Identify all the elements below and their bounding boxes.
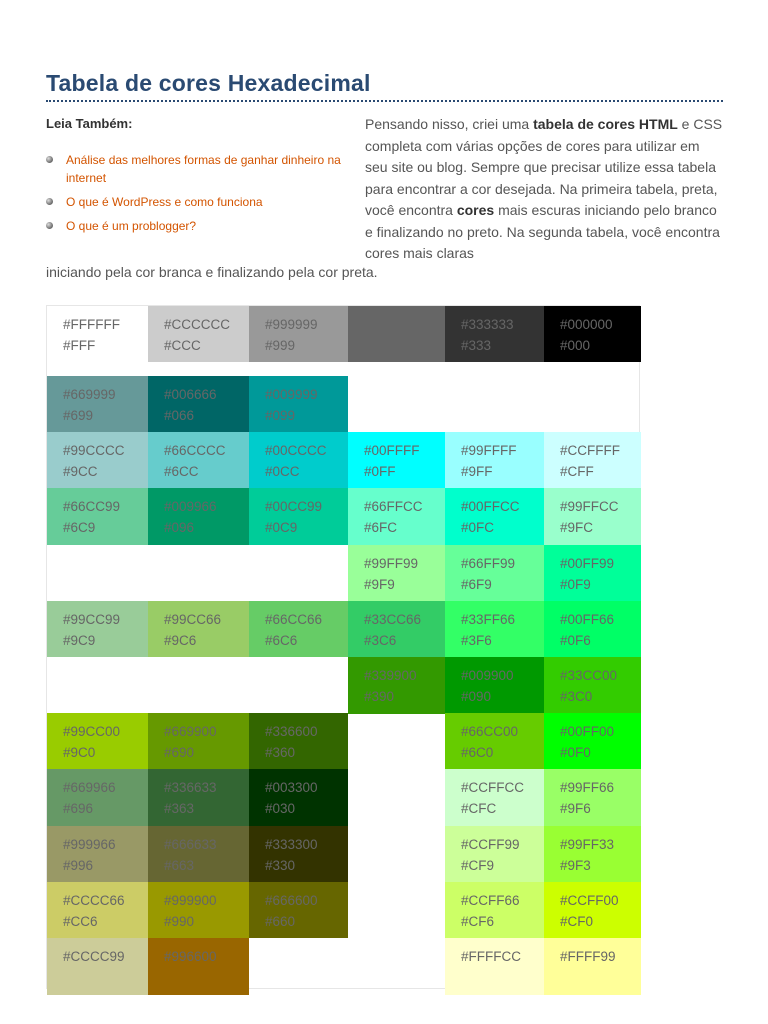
color-swatch bbox=[544, 769, 641, 826]
color-short-code: #CF6 bbox=[461, 913, 495, 929]
color-short-code: #9CC bbox=[63, 464, 98, 480]
color-hex-code: #99CCCC bbox=[63, 443, 125, 459]
color-hex-code: #00CCCC bbox=[265, 443, 327, 459]
color-short-code: #0F0 bbox=[560, 745, 591, 761]
color-swatch bbox=[148, 376, 249, 433]
color-swatch bbox=[148, 601, 249, 658]
color-short-code: #690 bbox=[164, 745, 195, 761]
color-table bbox=[46, 305, 640, 989]
color-swatch bbox=[249, 601, 348, 658]
color-swatch bbox=[445, 657, 544, 714]
color-short-code: #360 bbox=[265, 745, 296, 761]
color-swatch bbox=[544, 657, 641, 714]
color-short-code: #996 bbox=[63, 857, 94, 873]
color-swatch bbox=[47, 488, 148, 545]
color-hex-code: #33CC66 bbox=[364, 611, 422, 627]
color-hex-code: #00FFFF bbox=[364, 443, 420, 459]
color-hex-code: #CCFF66 bbox=[461, 892, 520, 908]
color-short-code: #000 bbox=[560, 338, 591, 353]
color-short-code: #099 bbox=[265, 408, 296, 423]
intro-paragraph bbox=[365, 114, 725, 265]
color-hex-code: #333300 bbox=[265, 836, 318, 852]
color-swatch bbox=[445, 488, 544, 545]
color-short-code: #3C0 bbox=[560, 689, 593, 704]
intro-bold-cores: cores bbox=[456, 202, 495, 218]
color-swatch bbox=[47, 938, 148, 995]
color-short-code: #6FC bbox=[364, 520, 398, 536]
color-swatch bbox=[249, 826, 348, 883]
related-heading: Leia Também: bbox=[46, 116, 133, 131]
color-swatch bbox=[544, 545, 641, 602]
color-swatch bbox=[249, 713, 348, 770]
color-hex-code: #003300 bbox=[265, 780, 318, 796]
color-swatch bbox=[249, 769, 348, 826]
color-short-code: #6F9 bbox=[461, 576, 492, 592]
related-list bbox=[46, 151, 366, 235]
color-swatch bbox=[445, 432, 544, 489]
color-hex-code: #FFFFFF bbox=[63, 317, 120, 332]
related-link-problogger[interactable]: O que é um problogger? bbox=[66, 219, 197, 233]
color-short-code: #6C0 bbox=[461, 745, 494, 761]
color-short-code: #9FC bbox=[560, 520, 594, 536]
color-hex-code: #CCCC66 bbox=[63, 892, 125, 908]
color-short-code: #CF9 bbox=[461, 857, 495, 873]
list-item bbox=[46, 151, 366, 187]
color-swatch bbox=[544, 882, 641, 939]
color-swatch bbox=[47, 769, 148, 826]
color-hex-code: #FFFFCC bbox=[461, 949, 521, 964]
color-short-code: #CF0 bbox=[560, 913, 594, 929]
color-hex-code: #00FF00 bbox=[560, 724, 615, 740]
color-hex-code: #CCFF00 bbox=[560, 892, 619, 908]
color-short-code: #9F3 bbox=[560, 857, 591, 873]
color-short-code: #363 bbox=[164, 801, 195, 817]
color-hex-code: #666633 bbox=[164, 836, 217, 852]
color-swatch bbox=[249, 488, 348, 545]
color-short-code: #999 bbox=[265, 338, 296, 353]
color-short-code: #6C9 bbox=[63, 520, 96, 536]
color-hex-code: #99FFCC bbox=[560, 499, 619, 515]
title-divider bbox=[46, 100, 723, 102]
color-swatch bbox=[544, 713, 641, 770]
intro-bold-tabela: tabela de cores HTML bbox=[533, 116, 678, 132]
color-short-code: #660 bbox=[265, 913, 296, 929]
color-short-code: #9FF bbox=[461, 464, 493, 480]
color-hex-code: #669999 bbox=[63, 387, 116, 402]
color-hex-code: #99FF66 bbox=[560, 780, 615, 796]
color-swatch bbox=[445, 882, 544, 939]
color-hex-code: #99FF99 bbox=[364, 555, 419, 571]
color-short-code: #990 bbox=[164, 913, 195, 929]
color-short-code: #390 bbox=[364, 689, 395, 704]
color-short-code: #096 bbox=[164, 520, 195, 536]
color-short-code: #FFF bbox=[63, 338, 96, 353]
color-short-code: #CC6 bbox=[63, 913, 98, 929]
color-hex-code: #99FF33 bbox=[560, 836, 615, 852]
color-swatch bbox=[47, 601, 148, 658]
color-swatch bbox=[47, 432, 148, 489]
color-swatch bbox=[249, 376, 348, 433]
related-link-wordpress[interactable]: O que é WordPress e como funciona bbox=[66, 195, 263, 209]
color-hex-code: #99CC00 bbox=[63, 724, 121, 740]
color-hex-code: #33CC00 bbox=[560, 668, 618, 683]
color-hex-code: #CCFF99 bbox=[461, 836, 520, 852]
color-short-code: #090 bbox=[461, 689, 492, 704]
intro-text: Pensando nisso, criei uma bbox=[365, 116, 534, 132]
color-hex-code: #669966 bbox=[63, 780, 116, 796]
color-swatch bbox=[148, 769, 249, 826]
color-hex-code: #66FF99 bbox=[461, 555, 516, 571]
color-short-code: #030 bbox=[265, 801, 296, 817]
color-hex-code: #00FFCC bbox=[461, 499, 520, 515]
color-short-code: #9C9 bbox=[63, 632, 96, 648]
color-swatch bbox=[445, 306, 544, 362]
color-swatch bbox=[249, 306, 348, 362]
color-short-code: #9F6 bbox=[560, 801, 591, 817]
color-hex-code: #00FF99 bbox=[560, 555, 615, 571]
color-hex-code: #996600 bbox=[164, 949, 217, 964]
color-swatch bbox=[148, 432, 249, 489]
color-hex-code: #CCFFCC bbox=[461, 780, 524, 796]
color-hex-code: #006666 bbox=[164, 387, 217, 402]
color-hex-code: #009999 bbox=[265, 387, 318, 402]
intro-text: e CSS completa com várias opções de cores para utilizar em seu site ou blog. Sempre que precisar utilize essa tabela para encontrar a cor desejada. Na primeira tabela, preta, você encontra bbox=[365, 116, 723, 218]
color-swatch bbox=[348, 657, 445, 714]
color-hex-code: #CCCC99 bbox=[63, 949, 125, 964]
color-swatch bbox=[148, 306, 249, 362]
color-swatch bbox=[544, 488, 641, 545]
color-short-code: #696 bbox=[63, 801, 94, 817]
color-swatch bbox=[445, 601, 544, 658]
color-hex-code: #009900 bbox=[461, 668, 514, 683]
color-short-code: #CFC bbox=[461, 801, 497, 817]
color-swatch bbox=[348, 306, 445, 362]
color-short-code: #0FF bbox=[364, 464, 396, 480]
bullet-icon bbox=[46, 222, 53, 229]
color-short-code: #9C6 bbox=[164, 632, 197, 648]
color-short-code: #0CC bbox=[265, 464, 300, 480]
color-swatch bbox=[348, 432, 445, 489]
color-short-code: #6C6 bbox=[265, 632, 298, 648]
color-hex-code: #99CC99 bbox=[63, 611, 121, 627]
color-swatch bbox=[249, 882, 348, 939]
color-swatch bbox=[249, 432, 348, 489]
color-hex-code: #666600 bbox=[265, 892, 318, 908]
color-short-code: #0F6 bbox=[560, 632, 591, 648]
color-short-code: #CCC bbox=[164, 338, 201, 353]
color-swatch bbox=[148, 488, 249, 545]
color-hex-code: #66CC99 bbox=[63, 499, 121, 515]
color-hex-code: #000000 bbox=[560, 317, 613, 332]
color-swatch bbox=[544, 601, 641, 658]
color-hex-code: #333333 bbox=[461, 317, 514, 332]
related-link-dinheiro[interactable]: Análise das melhores formas de ganhar dinheiro na internet bbox=[66, 153, 341, 185]
color-hex-code: #999966 bbox=[63, 836, 116, 852]
color-short-code: #3F6 bbox=[461, 632, 492, 648]
color-short-code: #6CC bbox=[164, 464, 199, 480]
color-short-code: #CFF bbox=[560, 464, 594, 480]
color-hex-code: #66CCCC bbox=[164, 443, 226, 459]
color-hex-code: #FFFF99 bbox=[560, 949, 616, 964]
color-hex-code: #009966 bbox=[164, 499, 217, 515]
color-swatch bbox=[348, 601, 445, 658]
color-hex-code: #336633 bbox=[164, 780, 217, 796]
color-short-code: #9C0 bbox=[63, 745, 96, 761]
color-short-code: #066 bbox=[164, 408, 195, 423]
color-hex-code: #999900 bbox=[164, 892, 217, 908]
related-posts bbox=[46, 116, 366, 241]
color-swatch bbox=[148, 882, 249, 939]
color-hex-code: #99CC66 bbox=[164, 611, 222, 627]
color-swatch bbox=[47, 826, 148, 883]
color-hex-code: #99FFFF bbox=[461, 443, 517, 459]
color-short-code: #0C9 bbox=[265, 520, 298, 536]
color-swatch bbox=[544, 432, 641, 489]
color-short-code: #333 bbox=[461, 338, 492, 353]
color-short-code: #3C6 bbox=[364, 632, 397, 648]
color-swatch bbox=[445, 545, 544, 602]
color-swatch bbox=[348, 488, 445, 545]
color-swatch bbox=[445, 826, 544, 883]
page-title: Tabela de cores Hexadecimal bbox=[46, 70, 371, 96]
color-swatch bbox=[47, 713, 148, 770]
color-swatch bbox=[544, 306, 641, 362]
color-short-code: #9F9 bbox=[364, 576, 395, 592]
color-hex-code: #336600 bbox=[265, 724, 318, 740]
color-short-code: #330 bbox=[265, 857, 296, 873]
color-swatch bbox=[47, 306, 148, 362]
color-swatch bbox=[348, 545, 445, 602]
color-swatch bbox=[544, 938, 641, 995]
color-short-code: #0FC bbox=[461, 520, 495, 536]
color-hex-code: #999999 bbox=[265, 317, 318, 332]
color-swatch bbox=[445, 769, 544, 826]
color-hex-code: #669900 bbox=[164, 724, 217, 740]
color-short-code: #699 bbox=[63, 408, 94, 423]
intro-text: mais escuras iniciando pelo branco e finalizando no preto. Na segunda tabela, você encontra cores mais claras bbox=[365, 202, 720, 261]
color-hex-code: #CCCCCC bbox=[164, 317, 231, 332]
color-hex-code: #339900 bbox=[364, 668, 417, 683]
color-hex-code: #00FF66 bbox=[560, 611, 615, 627]
color-short-code: #663 bbox=[164, 857, 195, 873]
color-swatch bbox=[148, 826, 249, 883]
intro-paragraph-continued: iniciando pela cor branca e finalizando pela cor preta. bbox=[46, 264, 378, 280]
color-hex-code: #CCFFFF bbox=[560, 443, 620, 459]
list-item bbox=[46, 217, 366, 235]
color-hex-code: #66FFCC bbox=[364, 499, 423, 515]
color-swatch bbox=[47, 376, 148, 433]
bullet-icon bbox=[46, 198, 53, 205]
color-hex-code: #33FF66 bbox=[461, 611, 516, 627]
color-hex-code: #66CC66 bbox=[265, 611, 323, 627]
color-swatch bbox=[445, 713, 544, 770]
color-hex-code: #00CC99 bbox=[265, 499, 323, 515]
color-swatch bbox=[148, 713, 249, 770]
color-short-code: #0F9 bbox=[560, 576, 591, 592]
color-swatch bbox=[47, 882, 148, 939]
color-swatch bbox=[445, 938, 544, 995]
color-swatch bbox=[544, 826, 641, 883]
list-item bbox=[46, 193, 366, 211]
color-hex-code: #66CC00 bbox=[461, 724, 519, 740]
bullet-icon bbox=[46, 156, 53, 163]
color-swatch bbox=[148, 938, 249, 995]
